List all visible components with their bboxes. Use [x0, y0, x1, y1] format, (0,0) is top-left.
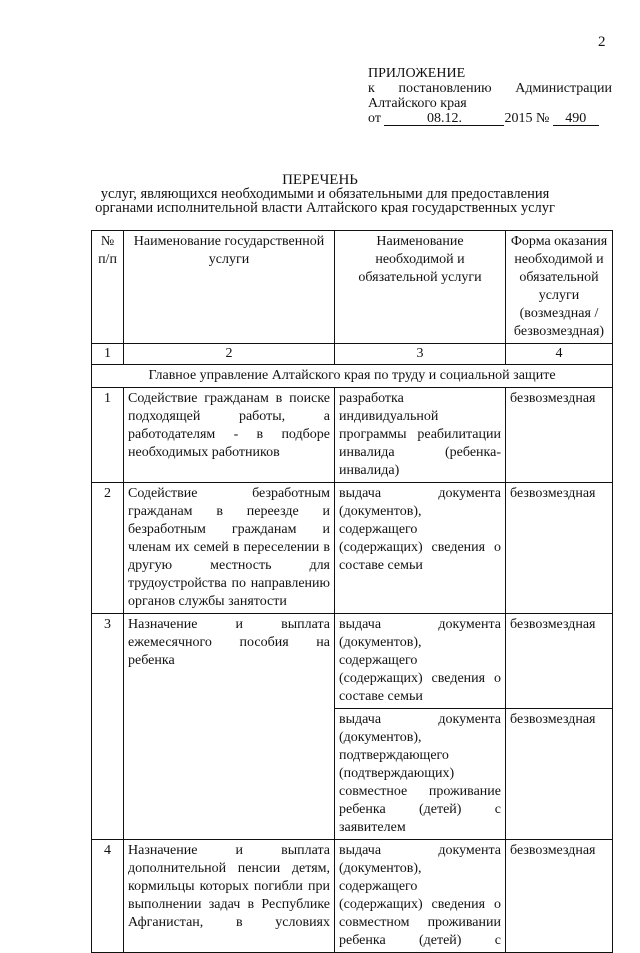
appendix-word-k: к: [368, 81, 375, 96]
column-index: 1: [92, 344, 124, 365]
row-required: разработка индивидуальной программы реабилитации инвалида (ребенка-инвалида): [335, 388, 506, 483]
appendix-date-line: [368, 111, 612, 126]
row-num: 1: [92, 388, 124, 483]
row-required: выдача документа (документов), содержащего (содержащих) сведения о составе семьи: [335, 483, 506, 614]
header-num: № п/п: [92, 231, 124, 344]
row-num: 4: [92, 840, 124, 953]
row-service: Назначение и выплата ежемесячного пособия на ребенка: [124, 614, 335, 840]
document-subtitle-line2: органами исполнительной власти Алтайского края государственных услуг: [95, 200, 555, 216]
document-subtitle: [80, 187, 570, 215]
appendix-block: [368, 66, 612, 126]
column-index: 4: [506, 344, 613, 365]
appendix-date: 08.12.: [384, 112, 504, 126]
table-row: [92, 483, 613, 614]
appendix-heading: ПРИЛОЖЕНИЕ: [368, 66, 466, 81]
column-index: 3: [335, 344, 506, 365]
row-service: Назначение и выплата дополнительной пенсии детям, кормильцы которых погибли при выполнении задач в Республике Афганистан, в условиях: [124, 840, 335, 953]
row-num: 3: [92, 614, 124, 840]
document-title: ПЕРЕЧЕНЬ: [282, 172, 358, 188]
appendix-prefix: от: [368, 111, 381, 126]
row-form: безвозмездная: [506, 709, 613, 840]
table-header-row: [92, 231, 613, 344]
row-form: безвозмездная: [506, 840, 613, 953]
column-index-row: [92, 344, 613, 365]
table-row: [92, 614, 613, 709]
section-row: [92, 365, 613, 388]
page-number: 2: [598, 34, 606, 50]
header-service: Наименование государственной услуги: [124, 231, 335, 344]
table-row: [92, 388, 613, 483]
row-form: безвозмездная: [506, 388, 613, 483]
row-required: выдача документа (документов), подтверждающего (подтверждающих) совместное проживание ребенка (детей) с заявителем: [335, 709, 506, 840]
document-subtitle-line1: услуг, являющихся необходимыми и обязательными для предоставления: [100, 186, 550, 202]
appendix-line2: Алтайского края: [368, 96, 467, 111]
services-table: [91, 230, 613, 953]
header-form: Форма оказания необходимой и обязательной услуги (возмездная / безвозмездная): [506, 231, 613, 344]
row-service: Содействие гражданам в поиске подходящей работы, а работодателям - в подборе необходимых работников: [124, 388, 335, 483]
appendix-line1: [368, 81, 612, 96]
appendix-year: 2015 №: [504, 111, 550, 126]
section-title: Главное управление Алтайского края по труду и социальной защите: [92, 365, 613, 388]
row-required: выдача документа (документов), содержащего (содержащих) сведения о составе семьи: [335, 614, 506, 709]
column-index: 2: [124, 344, 335, 365]
row-form: безвозмездная: [506, 483, 613, 614]
table-row: [92, 840, 613, 953]
row-service: Содействие безработным гражданам в переезде и безработным гражданам и членам их семей в переселении в другую местность для трудоустройства по направлению органов службы занятости: [124, 483, 335, 614]
row-num: 2: [92, 483, 124, 614]
header-required: Наименование необходимой и обязательной услуги: [335, 231, 506, 344]
appendix-word-postanovleniyu: постановлению: [398, 81, 492, 96]
row-form: безвозмездная: [506, 614, 613, 709]
appendix-word-administratsii: Администрации: [515, 81, 612, 96]
appendix-number: 490: [553, 112, 599, 126]
row-required: выдача документа (документов), содержащего (содержащих) сведения о совместном проживании ребенка (детей) с: [335, 840, 506, 953]
